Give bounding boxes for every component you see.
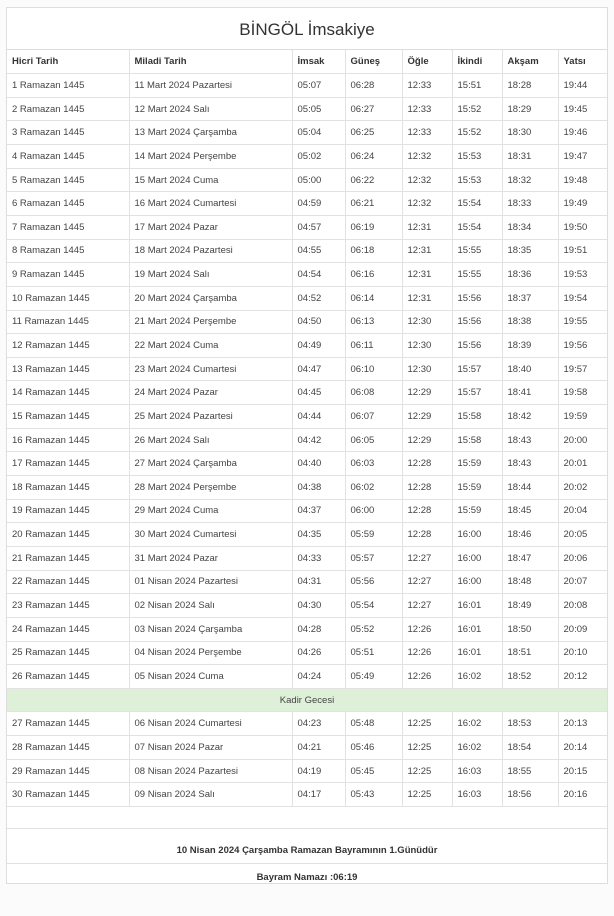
- yatsi-cell: 20:08: [558, 594, 607, 618]
- ogle-cell: 12:32: [402, 168, 452, 192]
- ogle-cell: 12:31: [402, 286, 452, 310]
- table-row: [7, 641, 607, 665]
- yatsi-cell: 19:48: [558, 168, 607, 192]
- gunes-cell: 06:18: [345, 239, 402, 263]
- ogle-cell: 12:30: [402, 334, 452, 358]
- page-title: BİNGÖL İmsakiye: [7, 8, 607, 50]
- imsak-cell: 04:17: [292, 783, 345, 807]
- miladi-date-cell: 16 Mart 2024 Cumartesi: [129, 192, 292, 216]
- imsak-cell: 05:04: [292, 121, 345, 145]
- imsak-cell: 04:28: [292, 617, 345, 641]
- ikindi-cell: 16:03: [452, 783, 502, 807]
- gunes-cell: 05:48: [345, 712, 402, 736]
- ikindi-cell: 16:01: [452, 617, 502, 641]
- aksam-cell: 18:56: [502, 783, 558, 807]
- ikindi-cell: 15:53: [452, 168, 502, 192]
- column-header-ikindi: İkindi: [452, 50, 502, 74]
- ikindi-cell: 16:03: [452, 759, 502, 783]
- hicri-date-cell: 4 Ramazan 1445: [7, 145, 129, 169]
- ogle-cell: 12:33: [402, 74, 452, 98]
- miladi-date-cell: 17 Mart 2024 Pazar: [129, 215, 292, 239]
- aksam-cell: 18:50: [502, 617, 558, 641]
- ogle-cell: 12:28: [402, 476, 452, 500]
- ogle-cell: 12:25: [402, 736, 452, 760]
- yatsi-cell: 20:07: [558, 570, 607, 594]
- hicri-date-cell: 19 Ramazan 1445: [7, 499, 129, 523]
- table-row: [7, 192, 607, 216]
- aksam-cell: 18:46: [502, 523, 558, 547]
- table-body-part-2: [7, 712, 607, 807]
- gunes-cell: 06:11: [345, 334, 402, 358]
- miladi-date-cell: 14 Mart 2024 Perşembe: [129, 145, 292, 169]
- bayram-namazi-text: Bayram Namazı :06:19: [256, 872, 358, 883]
- ogle-cell: 12:31: [402, 239, 452, 263]
- yatsi-cell: 19:53: [558, 263, 607, 287]
- hicri-date-cell: 3 Ramazan 1445: [7, 121, 129, 145]
- ikindi-cell: 15:57: [452, 381, 502, 405]
- imsak-cell: 04:33: [292, 546, 345, 570]
- gunes-cell: 06:07: [345, 405, 402, 429]
- ogle-cell: 12:29: [402, 381, 452, 405]
- column-header-ogle: Öğle: [402, 50, 452, 74]
- ogle-cell: 12:31: [402, 215, 452, 239]
- miladi-date-cell: 12 Mart 2024 Salı: [129, 97, 292, 121]
- gunes-cell: 06:28: [345, 74, 402, 98]
- yatsi-cell: 20:14: [558, 736, 607, 760]
- imsak-cell: 05:02: [292, 145, 345, 169]
- aksam-cell: 18:36: [502, 263, 558, 287]
- ikindi-cell: 15:59: [452, 452, 502, 476]
- gunes-cell: 06:08: [345, 381, 402, 405]
- gunes-cell: 05:45: [345, 759, 402, 783]
- gunes-cell: 06:03: [345, 452, 402, 476]
- imsak-cell: 04:47: [292, 357, 345, 381]
- column-header-yatsi: Yatsı: [558, 50, 607, 74]
- miladi-date-cell: 29 Mart 2024 Cuma: [129, 499, 292, 523]
- imsak-cell: 04:57: [292, 215, 345, 239]
- ikindi-cell: 15:51: [452, 74, 502, 98]
- hicri-date-cell: 29 Ramazan 1445: [7, 759, 129, 783]
- ikindi-cell: 15:59: [452, 476, 502, 500]
- table-row: [7, 452, 607, 476]
- gunes-cell: 06:22: [345, 168, 402, 192]
- yatsi-cell: 19:50: [558, 215, 607, 239]
- imsak-cell: 04:50: [292, 310, 345, 334]
- gunes-cell: 06:02: [345, 476, 402, 500]
- yatsi-cell: 19:55: [558, 310, 607, 334]
- imsak-cell: 04:30: [292, 594, 345, 618]
- table-row: [7, 286, 607, 310]
- table-row: [7, 617, 607, 641]
- imsak-cell: 05:05: [292, 97, 345, 121]
- hicri-date-cell: 1 Ramazan 1445: [7, 74, 129, 98]
- miladi-date-cell: 07 Nisan 2024 Pazar: [129, 736, 292, 760]
- ikindi-cell: 15:53: [452, 145, 502, 169]
- aksam-cell: 18:42: [502, 405, 558, 429]
- gunes-cell: 06:05: [345, 428, 402, 452]
- aksam-cell: 18:35: [502, 239, 558, 263]
- gunes-cell: 06:10: [345, 357, 402, 381]
- aksam-cell: 18:37: [502, 286, 558, 310]
- ogle-cell: 12:26: [402, 641, 452, 665]
- table-row: [7, 334, 607, 358]
- miladi-date-cell: 18 Mart 2024 Pazartesi: [129, 239, 292, 263]
- hicri-date-cell: 5 Ramazan 1445: [7, 168, 129, 192]
- imsak-cell: 04:19: [292, 759, 345, 783]
- ikindi-cell: 16:00: [452, 523, 502, 547]
- yatsi-cell: 19:49: [558, 192, 607, 216]
- column-header-hicri: Hicri Tarih: [7, 50, 129, 74]
- gunes-cell: 05:57: [345, 546, 402, 570]
- ogle-cell: 12:27: [402, 594, 452, 618]
- table-header-row: [7, 50, 607, 74]
- miladi-date-cell: 24 Mart 2024 Pazar: [129, 381, 292, 405]
- column-header-aksam: Akşam: [502, 50, 558, 74]
- aksam-cell: 18:45: [502, 499, 558, 523]
- hicri-date-cell: 17 Ramazan 1445: [7, 452, 129, 476]
- gunes-cell: 06:25: [345, 121, 402, 145]
- miladi-date-cell: 05 Nisan 2024 Cuma: [129, 665, 292, 689]
- aksam-cell: 18:55: [502, 759, 558, 783]
- ikindi-cell: 16:00: [452, 570, 502, 594]
- ikindi-cell: 15:58: [452, 428, 502, 452]
- column-header-miladi: Miladi Tarih: [129, 50, 292, 74]
- gunes-cell: 06:14: [345, 286, 402, 310]
- ikindi-cell: 15:56: [452, 286, 502, 310]
- miladi-date-cell: 06 Nisan 2024 Cumartesi: [129, 712, 292, 736]
- yatsi-cell: 20:02: [558, 476, 607, 500]
- yatsi-cell: 19:44: [558, 74, 607, 98]
- gunes-cell: 06:00: [345, 499, 402, 523]
- gunes-cell: 05:56: [345, 570, 402, 594]
- yatsi-cell: 20:00: [558, 428, 607, 452]
- hicri-date-cell: 12 Ramazan 1445: [7, 334, 129, 358]
- yatsi-cell: 20:16: [558, 783, 607, 807]
- miladi-date-cell: 25 Mart 2024 Pazartesi: [129, 405, 292, 429]
- imsak-cell: 04:59: [292, 192, 345, 216]
- hicri-date-cell: 7 Ramazan 1445: [7, 215, 129, 239]
- imsakiye-table: [7, 50, 607, 807]
- miladi-date-cell: 20 Mart 2024 Çarşamba: [129, 286, 292, 310]
- ikindi-cell: 15:54: [452, 192, 502, 216]
- table-row: [7, 712, 607, 736]
- ogle-cell: 12:32: [402, 192, 452, 216]
- kadir-gecesi-label: Kadir Gecesi: [7, 688, 607, 712]
- aksam-cell: 18:51: [502, 641, 558, 665]
- aksam-cell: 18:33: [502, 192, 558, 216]
- miladi-date-cell: 09 Nisan 2024 Salı: [129, 783, 292, 807]
- ikindi-cell: 16:01: [452, 594, 502, 618]
- hicri-date-cell: 23 Ramazan 1445: [7, 594, 129, 618]
- imsak-cell: 04:26: [292, 641, 345, 665]
- ikindi-cell: 16:02: [452, 736, 502, 760]
- miladi-date-cell: 11 Mart 2024 Pazartesi: [129, 74, 292, 98]
- gunes-cell: 05:52: [345, 617, 402, 641]
- ikindi-cell: 15:55: [452, 263, 502, 287]
- yatsi-cell: 19:58: [558, 381, 607, 405]
- aksam-cell: 18:41: [502, 381, 558, 405]
- ogle-cell: 12:28: [402, 523, 452, 547]
- table-row: [7, 546, 607, 570]
- hicri-date-cell: 25 Ramazan 1445: [7, 641, 129, 665]
- hicri-date-cell: 11 Ramazan 1445: [7, 310, 129, 334]
- miladi-date-cell: 26 Mart 2024 Salı: [129, 428, 292, 452]
- table-row: [7, 239, 607, 263]
- miladi-date-cell: 31 Mart 2024 Pazar: [129, 546, 292, 570]
- ikindi-cell: 16:02: [452, 712, 502, 736]
- hicri-date-cell: 30 Ramazan 1445: [7, 783, 129, 807]
- ogle-cell: 12:28: [402, 499, 452, 523]
- kadir-gecesi-row: [7, 688, 607, 712]
- miladi-date-cell: 01 Nisan 2024 Pazartesi: [129, 570, 292, 594]
- hicri-date-cell: 20 Ramazan 1445: [7, 523, 129, 547]
- yatsi-cell: 19:56: [558, 334, 607, 358]
- table-row: [7, 499, 607, 523]
- yatsi-cell: 19:45: [558, 97, 607, 121]
- imsak-cell: 04:45: [292, 381, 345, 405]
- table-body-part-1: [7, 74, 607, 689]
- ogle-cell: 12:27: [402, 570, 452, 594]
- imsak-cell: 04:24: [292, 665, 345, 689]
- ikindi-cell: 15:59: [452, 499, 502, 523]
- imsak-cell: 04:44: [292, 405, 345, 429]
- hicri-date-cell: 10 Ramazan 1445: [7, 286, 129, 310]
- ikindi-cell: 15:54: [452, 215, 502, 239]
- aksam-cell: 18:44: [502, 476, 558, 500]
- aksam-cell: 18:38: [502, 310, 558, 334]
- hicri-date-cell: 15 Ramazan 1445: [7, 405, 129, 429]
- ikindi-cell: 15:56: [452, 310, 502, 334]
- ikindi-cell: 15:56: [452, 334, 502, 358]
- ogle-cell: 12:30: [402, 310, 452, 334]
- imsak-cell: 04:40: [292, 452, 345, 476]
- aksam-cell: 18:52: [502, 665, 558, 689]
- hicri-date-cell: 26 Ramazan 1445: [7, 665, 129, 689]
- miladi-date-cell: 30 Mart 2024 Cumartesi: [129, 523, 292, 547]
- yatsi-cell: 19:54: [558, 286, 607, 310]
- table-row: [7, 405, 607, 429]
- gunes-cell: 06:24: [345, 145, 402, 169]
- imsak-cell: 04:35: [292, 523, 345, 547]
- hicri-date-cell: 2 Ramazan 1445: [7, 97, 129, 121]
- aksam-cell: 18:28: [502, 74, 558, 98]
- table-row: [7, 759, 607, 783]
- miladi-date-cell: 27 Mart 2024 Çarşamba: [129, 452, 292, 476]
- imsak-cell: 04:54: [292, 263, 345, 287]
- gunes-cell: 06:27: [345, 97, 402, 121]
- miladi-date-cell: 13 Mart 2024 Çarşamba: [129, 121, 292, 145]
- aksam-cell: 18:47: [502, 546, 558, 570]
- hicri-date-cell: 22 Ramazan 1445: [7, 570, 129, 594]
- table-row: [7, 357, 607, 381]
- aksam-cell: 18:39: [502, 334, 558, 358]
- table-row: [7, 523, 607, 547]
- table-row: [7, 310, 607, 334]
- miladi-date-cell: 02 Nisan 2024 Salı: [129, 594, 292, 618]
- ogle-cell: 12:33: [402, 97, 452, 121]
- miladi-date-cell: 03 Nisan 2024 Çarşamba: [129, 617, 292, 641]
- miladi-date-cell: 04 Nisan 2024 Perşembe: [129, 641, 292, 665]
- yatsi-cell: 20:12: [558, 665, 607, 689]
- yatsi-cell: 19:46: [558, 121, 607, 145]
- hicri-date-cell: 21 Ramazan 1445: [7, 546, 129, 570]
- aksam-cell: 18:43: [502, 452, 558, 476]
- ogle-cell: 12:31: [402, 263, 452, 287]
- aksam-cell: 18:32: [502, 168, 558, 192]
- ogle-cell: 12:30: [402, 357, 452, 381]
- ogle-cell: 12:26: [402, 665, 452, 689]
- miladi-date-cell: 21 Mart 2024 Perşembe: [129, 310, 292, 334]
- ogle-cell: 12:26: [402, 617, 452, 641]
- miladi-date-cell: 15 Mart 2024 Cuma: [129, 168, 292, 192]
- imsak-cell: 05:07: [292, 74, 345, 98]
- aksam-cell: 18:48: [502, 570, 558, 594]
- gunes-cell: 05:59: [345, 523, 402, 547]
- aksam-cell: 18:49: [502, 594, 558, 618]
- table-row: [7, 97, 607, 121]
- gunes-cell: 05:46: [345, 736, 402, 760]
- hicri-date-cell: 14 Ramazan 1445: [7, 381, 129, 405]
- ogle-cell: 12:25: [402, 783, 452, 807]
- ogle-cell: 12:29: [402, 405, 452, 429]
- miladi-date-cell: 19 Mart 2024 Salı: [129, 263, 292, 287]
- table-row: [7, 570, 607, 594]
- ogle-cell: 12:27: [402, 546, 452, 570]
- imsak-cell: 04:52: [292, 286, 345, 310]
- column-header-gunes: Güneş: [345, 50, 402, 74]
- table-row: [7, 594, 607, 618]
- gunes-cell: 06:19: [345, 215, 402, 239]
- yatsi-cell: 20:05: [558, 523, 607, 547]
- hicri-date-cell: 8 Ramazan 1445: [7, 239, 129, 263]
- yatsi-cell: 20:09: [558, 617, 607, 641]
- imsak-cell: 04:42: [292, 428, 345, 452]
- ikindi-cell: 15:58: [452, 405, 502, 429]
- gunes-cell: 06:13: [345, 310, 402, 334]
- aksam-cell: 18:30: [502, 121, 558, 145]
- yatsi-cell: 20:13: [558, 712, 607, 736]
- aksam-cell: 18:43: [502, 428, 558, 452]
- gunes-cell: 05:43: [345, 783, 402, 807]
- gunes-cell: 06:21: [345, 192, 402, 216]
- ogle-cell: 12:28: [402, 452, 452, 476]
- miladi-date-cell: 28 Mart 2024 Perşembe: [129, 476, 292, 500]
- yatsi-cell: 19:47: [558, 145, 607, 169]
- ikindi-cell: 15:52: [452, 121, 502, 145]
- ikindi-cell: 15:52: [452, 97, 502, 121]
- aksam-cell: 18:40: [502, 357, 558, 381]
- table-row: [7, 783, 607, 807]
- table-body-kadir: [7, 688, 607, 712]
- miladi-date-cell: 08 Nisan 2024 Pazartesi: [129, 759, 292, 783]
- ikindi-cell: 16:00: [452, 546, 502, 570]
- bayram-day-text: 10 Nisan 2024 Çarşamba Ramazan Bayramının 1.Günüdür: [7, 837, 607, 864]
- imsak-cell: 04:37: [292, 499, 345, 523]
- hicri-date-cell: 9 Ramazan 1445: [7, 263, 129, 287]
- table-gap: [7, 807, 607, 829]
- yatsi-cell: 20:15: [558, 759, 607, 783]
- gunes-cell: 05:51: [345, 641, 402, 665]
- yatsi-cell: 20:01: [558, 452, 607, 476]
- hicri-date-cell: 13 Ramazan 1445: [7, 357, 129, 381]
- yatsi-cell: 19:57: [558, 357, 607, 381]
- imsak-cell: 04:23: [292, 712, 345, 736]
- yatsi-cell: 19:59: [558, 405, 607, 429]
- ogle-cell: 12:25: [402, 712, 452, 736]
- imsak-cell: 04:55: [292, 239, 345, 263]
- ikindi-cell: 16:01: [452, 641, 502, 665]
- imsak-cell: 05:00: [292, 168, 345, 192]
- table-row: [7, 381, 607, 405]
- gunes-cell: 06:16: [345, 263, 402, 287]
- table-row: [7, 736, 607, 760]
- miladi-date-cell: 22 Mart 2024 Cuma: [129, 334, 292, 358]
- imsakiye-panel: [6, 7, 608, 884]
- ogle-cell: 12:29: [402, 428, 452, 452]
- table-row: [7, 665, 607, 689]
- yatsi-cell: 20:04: [558, 499, 607, 523]
- table-row: [7, 74, 607, 98]
- aksam-cell: 18:34: [502, 215, 558, 239]
- imsak-cell: 04:21: [292, 736, 345, 760]
- hicri-date-cell: 28 Ramazan 1445: [7, 736, 129, 760]
- aksam-cell: 18:29: [502, 97, 558, 121]
- ikindi-cell: 15:57: [452, 357, 502, 381]
- gunes-cell: 05:49: [345, 665, 402, 689]
- table-row: [7, 476, 607, 500]
- hicri-date-cell: 27 Ramazan 1445: [7, 712, 129, 736]
- ikindi-cell: 16:02: [452, 665, 502, 689]
- hicri-date-cell: 24 Ramazan 1445: [7, 617, 129, 641]
- hicri-date-cell: 16 Ramazan 1445: [7, 428, 129, 452]
- gunes-cell: 05:54: [345, 594, 402, 618]
- table-row: [7, 145, 607, 169]
- miladi-date-cell: 23 Mart 2024 Cumartesi: [129, 357, 292, 381]
- imsak-cell: 04:31: [292, 570, 345, 594]
- ikindi-cell: 15:55: [452, 239, 502, 263]
- aksam-cell: 18:31: [502, 145, 558, 169]
- hicri-date-cell: 18 Ramazan 1445: [7, 476, 129, 500]
- table-row: [7, 428, 607, 452]
- ogle-cell: 12:25: [402, 759, 452, 783]
- column-header-imsak: İmsak: [292, 50, 345, 74]
- yatsi-cell: 20:10: [558, 641, 607, 665]
- aksam-cell: 18:54: [502, 736, 558, 760]
- ogle-cell: 12:32: [402, 145, 452, 169]
- imsak-cell: 04:49: [292, 334, 345, 358]
- table-row: [7, 168, 607, 192]
- aksam-cell: 18:53: [502, 712, 558, 736]
- hicri-date-cell: 6 Ramazan 1445: [7, 192, 129, 216]
- table-row: [7, 263, 607, 287]
- table-row: [7, 215, 607, 239]
- imsak-cell: 04:38: [292, 476, 345, 500]
- yatsi-cell: 20:06: [558, 546, 607, 570]
- yatsi-cell: 19:51: [558, 239, 607, 263]
- table-row: [7, 121, 607, 145]
- ogle-cell: 12:33: [402, 121, 452, 145]
